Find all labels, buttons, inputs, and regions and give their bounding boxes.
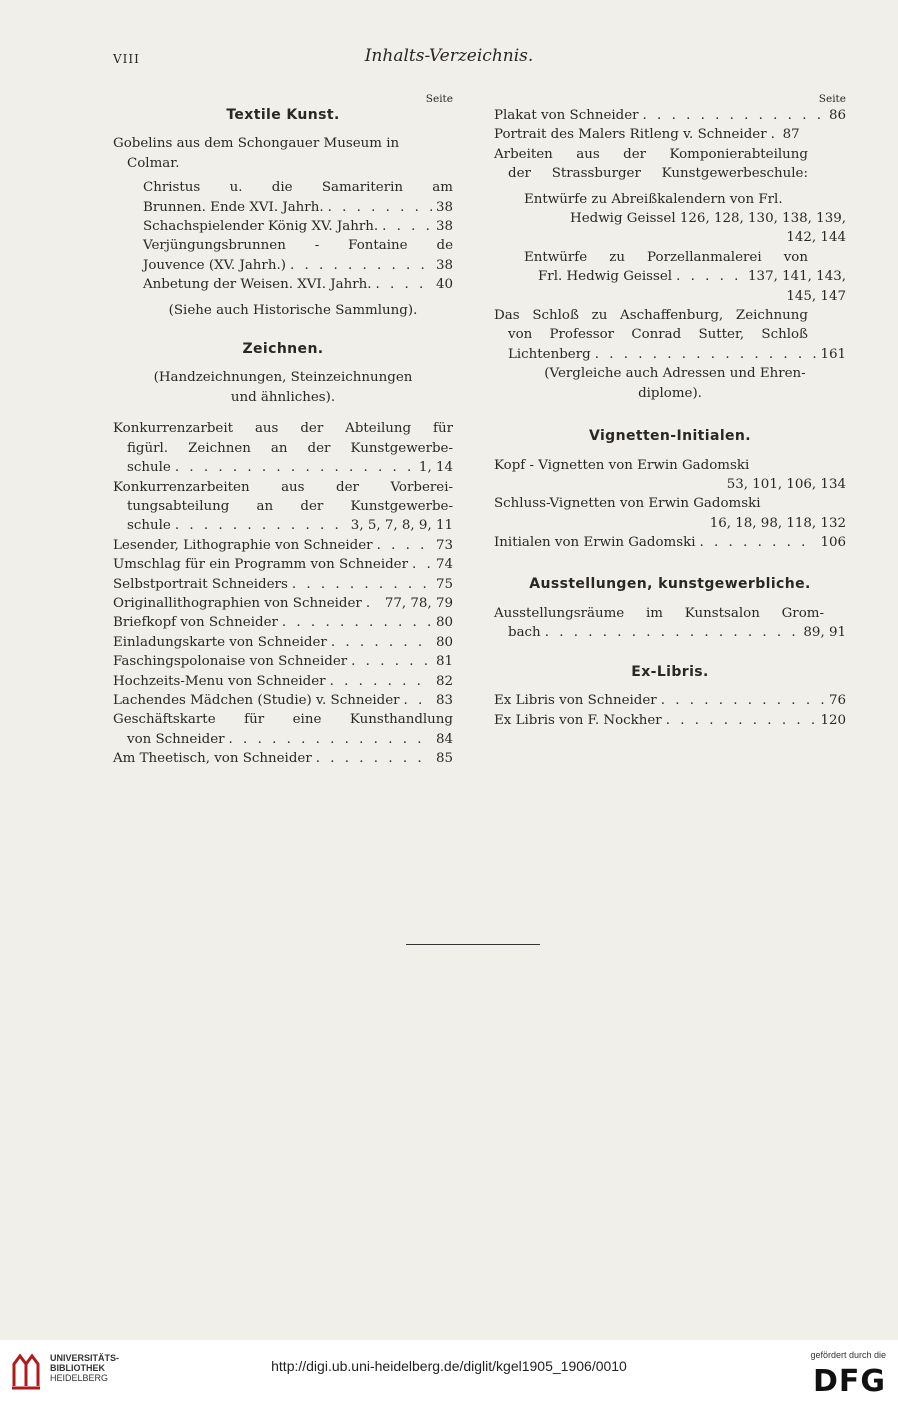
toc-line: der Strassburger Kunstgewerbeschule:	[508, 166, 808, 182]
leader-dots	[175, 516, 347, 535]
leader-dots	[545, 623, 800, 642]
entry-title: Lachendes Mädchen (Studie) v. Schneider	[113, 692, 400, 708]
toc-line: Konkurrenzarbeit aus der Abteilung für	[113, 421, 453, 437]
entry-page: 76	[828, 693, 846, 709]
toc-entry	[113, 672, 453, 691]
leader-dots	[290, 256, 432, 275]
toc-line: Kopf - Vignetten von Erwin Gadomski	[494, 457, 750, 473]
running-title: Inhalts-Verzeichnis.	[364, 46, 534, 66]
entry-title: Frl. Hedwig Geissel	[538, 269, 673, 285]
toc-line: Schluss-Vignetten von Erwin Gadomski	[494, 496, 761, 512]
leader-dots	[351, 652, 432, 671]
entry-title: schule	[127, 460, 171, 476]
section-heading-exlibris: Ex-Libris.	[631, 663, 709, 680]
entry-page: 82	[435, 673, 453, 689]
entry-page: 87	[782, 127, 800, 143]
entry-title: Lesender, Lithographie von Schneider	[113, 537, 373, 553]
toc-line: von Professor Conrad Sutter, Schloß	[508, 327, 808, 343]
toc-entry	[113, 575, 453, 594]
cross-reference-note: (Vergleiche auch Adressen und Ehren-	[544, 366, 806, 382]
toc-entry	[113, 256, 453, 275]
section-heading-zeichnen: Zeichnen.	[242, 341, 324, 358]
toc-entry	[113, 594, 453, 613]
entry-page: 1, 14	[418, 460, 453, 476]
toc-line: tungsabteilung an der Kunstgewerbe-	[127, 498, 453, 514]
seite-label: Seite	[425, 93, 453, 105]
entry-title: Brunnen. Ende XVI. Jahrh.	[143, 199, 324, 215]
entry-title: Selbstportrait Schneiders	[113, 576, 288, 592]
entry-title: Anbetung der Weisen. XVI. Jahrh.	[143, 277, 372, 293]
toc-line: Das Schloß zu Aschaffenburg, Zeichnung	[494, 308, 808, 324]
leader-dots	[412, 555, 432, 574]
toc-entry	[113, 613, 453, 632]
leader-dots	[175, 458, 415, 477]
toc-entry	[494, 106, 846, 125]
leader-dots	[377, 536, 432, 555]
entry-page: 81	[435, 654, 453, 670]
leader-dots	[330, 672, 432, 691]
leader-dots	[375, 275, 431, 294]
library-line: UNIVERSITÄTS-	[50, 1353, 120, 1363]
toc-entry	[113, 749, 453, 768]
page-number: VIII	[113, 52, 140, 66]
leader-dots	[666, 711, 817, 730]
entry-page: 85	[435, 751, 453, 767]
entry-title: Am Theetisch, von Schneider	[113, 751, 312, 767]
leader-dots	[366, 594, 381, 613]
entry-page: 83	[435, 692, 453, 708]
entry-page: 106	[820, 535, 846, 551]
entry-title: Briefkopf von Schneider	[113, 615, 278, 631]
leader-dots	[595, 345, 817, 364]
toc-entry	[113, 652, 453, 671]
toc-line: Hedwig Geissel 126, 128, 130, 138, 139,	[570, 211, 846, 227]
toc-entry	[113, 555, 453, 574]
toc-entry	[494, 345, 846, 364]
toc-line: figürl. Zeichnen an der Kunstgewerbe-	[127, 440, 453, 456]
toc-line: Konkurrenzarbeiten aus der Vorberei-	[113, 479, 453, 495]
toc-entry	[113, 691, 453, 710]
toc-line: Ausstellungsräume im Kunstsalon Grom-	[494, 605, 824, 621]
leader-dots	[282, 613, 432, 632]
entry-page: 80	[435, 615, 453, 631]
section-heading-textile: Textile Kunst.	[226, 107, 340, 123]
toc-entry	[113, 516, 453, 535]
library-line: HEIDELBERG	[50, 1373, 109, 1383]
entry-page: 161	[820, 346, 846, 362]
permalink-url[interactable]: http://digi.ub.uni-heidelberg.de/diglit/kgel1905_1906/0010	[271, 1358, 627, 1374]
toc-line: Christus u. die Samariterin am	[143, 180, 453, 196]
leader-dots	[661, 691, 825, 710]
entry-page: 38	[435, 257, 453, 273]
toc-line: Arbeiten aus der Komponierabteilung	[494, 146, 808, 162]
entry-title: Faschingspolonaise von Schneider	[113, 654, 348, 670]
leader-dots	[404, 691, 432, 710]
entry-title: Lichtenberg	[508, 346, 591, 362]
toc-entry	[113, 198, 453, 217]
entry-page: 38	[435, 199, 453, 215]
toc-entry	[494, 691, 846, 710]
cross-reference-note: (Siehe auch Historische Sammlung).	[168, 302, 418, 318]
cross-reference-note: diplome).	[638, 385, 702, 401]
leader-dots	[700, 533, 817, 552]
entry-title: Plakat von Schneider	[494, 108, 639, 123]
entry-page: 86	[828, 108, 846, 123]
entry-title: Umschlag für ein Programm von Schneider	[113, 557, 409, 573]
entry-title: bach	[508, 625, 541, 641]
seite-label: Seite	[818, 93, 846, 105]
toc-line: Geschäftskarte für eine Kunsthandlung	[113, 712, 453, 728]
toc-line: 16, 18, 98, 118, 132	[709, 515, 846, 531]
entry-page: 3, 5, 7, 8, 9, 11	[350, 518, 453, 534]
leader-dots	[229, 730, 432, 749]
entry-title: schule	[127, 518, 171, 534]
entry-title: Einladungskarte von Schneider	[113, 634, 327, 650]
leader-dots	[382, 217, 432, 236]
dfg-logo: DFG	[812, 1364, 886, 1399]
entry-page: 84	[435, 731, 453, 747]
entry-title: Hochzeits-Menu von Schneider	[113, 673, 326, 689]
funded-by-label: gefördert durch die	[810, 1350, 886, 1360]
right-column	[494, 92, 846, 730]
leader-dots	[292, 575, 432, 594]
toc-line: 53, 101, 106, 134	[726, 476, 846, 492]
entry-page: 74	[435, 557, 453, 573]
toc-entry	[494, 623, 846, 642]
toc-entry	[494, 267, 846, 286]
entry-title: Portrait des Malers Ritleng v. Schneider	[494, 127, 767, 143]
toc-line: Colmar.	[127, 155, 180, 171]
leader-dots	[676, 267, 744, 286]
leader-dots	[316, 749, 432, 768]
entry-page: 73	[435, 537, 453, 553]
toc-entry	[113, 217, 453, 236]
entry-title: Initialen von Erwin Gadomski	[494, 535, 696, 551]
entry-title: von Schneider	[127, 731, 225, 747]
entry-page: 40	[435, 277, 453, 293]
leader-dots	[643, 106, 825, 125]
toc-line: 142, 144	[786, 230, 846, 246]
entry-title: Ex Libris von F. Nockher	[494, 712, 662, 728]
entry-page: 80	[435, 634, 453, 650]
toc-entry	[113, 633, 453, 652]
viewer-footer	[0, 1340, 898, 1406]
toc-line: Entwürfe zu Abreißkalendern von Frl.	[524, 191, 783, 207]
toc-entry	[113, 275, 453, 294]
entry-title: Schachspielender König XV. Jahrh.	[143, 219, 379, 235]
leader-dots	[328, 198, 432, 217]
entry-title: Ex Libris von Schneider	[494, 693, 657, 709]
section-note: und ähnliches).	[230, 389, 336, 405]
left-column	[113, 92, 453, 769]
closing-rule	[406, 944, 540, 945]
toc-entry	[113, 730, 453, 749]
toc-line: Verjüngungsbrunnen - Fontaine de	[143, 238, 453, 254]
entry-page: 120	[820, 712, 846, 728]
toc-entry	[113, 458, 453, 477]
toc-entry	[494, 125, 846, 144]
library-line: BIBLIOTHEK	[50, 1363, 105, 1373]
toc-line: Gobelins aus dem Schongauer Museum in	[113, 136, 400, 152]
section-note: (Handzeichnungen, Steinzeichnungen	[153, 370, 413, 386]
entry-page: 38	[435, 219, 453, 235]
section-heading-ausstellungen: Ausstellungen, kunstgewerbliche.	[529, 575, 811, 592]
leader-dots	[331, 633, 432, 652]
toc-line: 145, 147	[786, 288, 846, 304]
entry-page: 77, 78, 79	[384, 595, 453, 611]
toc-entry	[113, 536, 453, 555]
entry-title: Jouvence (XV. Jahrh.)	[143, 257, 286, 273]
entry-page: 89, 91	[803, 625, 846, 641]
toc-entry	[494, 711, 846, 730]
leader-dots	[771, 125, 779, 144]
toc-entry	[494, 533, 846, 552]
toc-line: Entwürfe zu Porzellanmalerei von	[524, 249, 808, 265]
section-heading-vignetten: Vignetten-Initialen.	[588, 428, 752, 445]
entry-page: 75	[435, 576, 453, 592]
entry-page: 137, 141, 143,	[748, 269, 846, 285]
entry-title: Originallithographien von Schneider	[113, 595, 362, 611]
